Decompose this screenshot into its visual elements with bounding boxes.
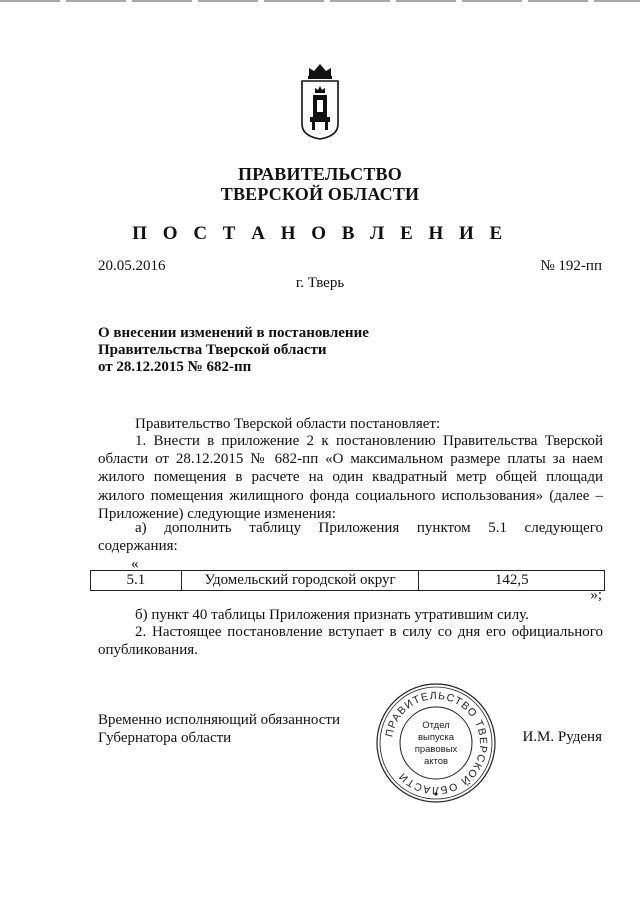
government-title-line1: ПРАВИТЕЛЬСТВО bbox=[238, 164, 402, 184]
item-2: 2. Настоящее постановление вступает в силу со дня его официального опубликования. bbox=[98, 624, 603, 659]
item-1b: б) пункт 40 таблицы Приложения признать утратившим силу. bbox=[135, 607, 529, 623]
top-border bbox=[0, 0, 640, 10]
table-row bbox=[91, 571, 605, 591]
subject-line: Правительства Тверской области bbox=[98, 342, 327, 358]
subject-line: О внесении изменений в постановление bbox=[98, 325, 369, 341]
table-cell-number: 5.1 bbox=[91, 571, 182, 591]
document-date: 20.05.2016 bbox=[98, 258, 166, 274]
position-line: Губернатора области bbox=[98, 730, 232, 746]
item-1a: а) дополнить таблицу Приложения пунктом 5.1 следующего содержания: bbox=[98, 520, 603, 555]
document-subject bbox=[98, 325, 369, 376]
table-cell-name: Удомельский городской округ bbox=[181, 571, 419, 591]
amendment-table bbox=[90, 570, 605, 591]
signatory-position bbox=[98, 711, 340, 747]
preamble: Правительство Тверской области постановляет: bbox=[135, 416, 441, 432]
government-title-line2: ТВЕРСКОЙ ОБЛАСТИ bbox=[220, 184, 420, 204]
stamp-line: выпуска bbox=[417, 732, 455, 743]
document-city: г. Тверь bbox=[295, 275, 345, 291]
stamp-line: Отдел bbox=[422, 720, 450, 731]
item-1: 1. Внести в приложение 2 к постановлению Правительства Тверской области от 28.12.2015 № 682-пп «О максимальном размере платы за наем жилого помещения в расчете на один квадратный метр общей площади жилого помещения жилищного фонда социального использования» (далее – Приложение) следующие изменения: bbox=[98, 433, 603, 522]
quote-open: « bbox=[131, 556, 139, 572]
document-type: П О С Т А Н О В Л Е Н И Е bbox=[132, 223, 508, 244]
document-number: № 192-пп bbox=[540, 258, 602, 274]
signatory-name: И.М. Руденя bbox=[522, 729, 602, 745]
stamp-line: правовых bbox=[414, 744, 458, 755]
stamp-ring-text: ПРАВИТЕЛЬСТВО ТВЕРСКОЙ ОБЛАСТИ bbox=[383, 689, 490, 797]
subject-line: от 28.12.2015 № 682-пп bbox=[98, 359, 252, 375]
table-cell-value: 142,5 bbox=[419, 571, 605, 591]
stamp-center-text bbox=[410, 720, 462, 768]
stamp-line: актов bbox=[423, 756, 449, 767]
position-line: Временно исполняющий обязанности bbox=[98, 712, 341, 728]
quote-close: »; bbox=[590, 587, 602, 603]
coat-of-arms-icon bbox=[300, 62, 340, 140]
